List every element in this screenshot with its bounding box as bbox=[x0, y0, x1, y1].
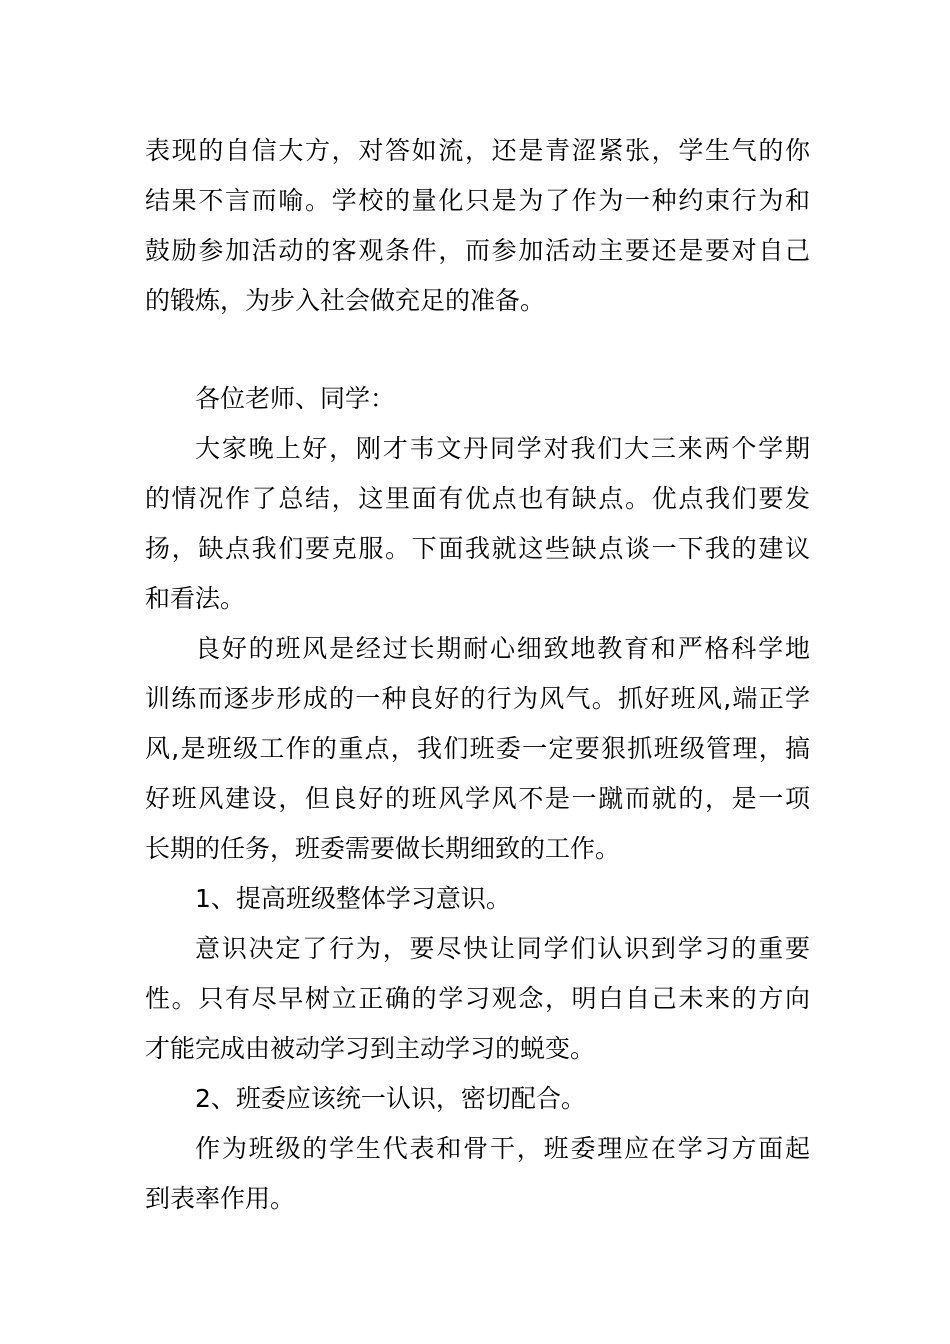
text-line: 作为班级的学生代表和骨干，班委理应在学习方面起 bbox=[195, 1134, 810, 1163]
text-line: 长期的任务，班委需要做长期细致的工作。 bbox=[145, 834, 621, 863]
text-line: 意识决定了行为，要尽快让同学们认识到学习的重要 bbox=[195, 934, 810, 963]
text-line: 的锻炼，为步入社会做充足的准备。 bbox=[145, 286, 546, 315]
text-line: 性。只有尽早树立正确的学习观念，明白自己未来的方向 bbox=[145, 984, 810, 1013]
text-line: 的情况作了总结，这里面有优点也有缺点。优点我们要发 bbox=[145, 484, 810, 513]
text-line: 才能完成由被动学习到主动学习的蜕变。 bbox=[145, 1034, 596, 1063]
text-line: 大家晚上好，刚才韦文丹同学对我们大三来两个学期 bbox=[195, 434, 810, 463]
section-heading: 2、班委应该统一认识，密切配合。 bbox=[195, 1084, 586, 1113]
text-line: 风,是班级工作的重点，我们班委一定要狠抓班级管理，搞 bbox=[145, 734, 810, 763]
text-line: 到表率作用。 bbox=[145, 1184, 296, 1213]
text-line: 表现的自信大方，对答如流，还是青涩紧张，学生气的你 bbox=[145, 136, 810, 165]
salutation: 各位老师、同学： bbox=[195, 384, 396, 413]
text-line: 鼓励参加活动的客观条件，而参加活动主要还是要对自己 bbox=[145, 236, 810, 265]
text-line: 良好的班风是经过长期耐心细致地教育和严格科学地 bbox=[195, 634, 810, 663]
text-line: 扬，缺点我们要克服。下面我就这些缺点谈一下我的建议 bbox=[145, 534, 810, 563]
text-line: 训练而逐步形成的一种良好的行为风气。抓好班风,端正学 bbox=[145, 684, 810, 713]
text-line: 好班风建设，但良好的班风学风不是一蹴而就的，是一项 bbox=[145, 784, 810, 813]
text-line: 结果不言而喻。学校的量化只是为了作为一种约束行为和 bbox=[145, 186, 810, 215]
text-line: 和看法。 bbox=[145, 584, 246, 613]
section-heading: 1、提高班级整体学习意识。 bbox=[195, 884, 511, 913]
